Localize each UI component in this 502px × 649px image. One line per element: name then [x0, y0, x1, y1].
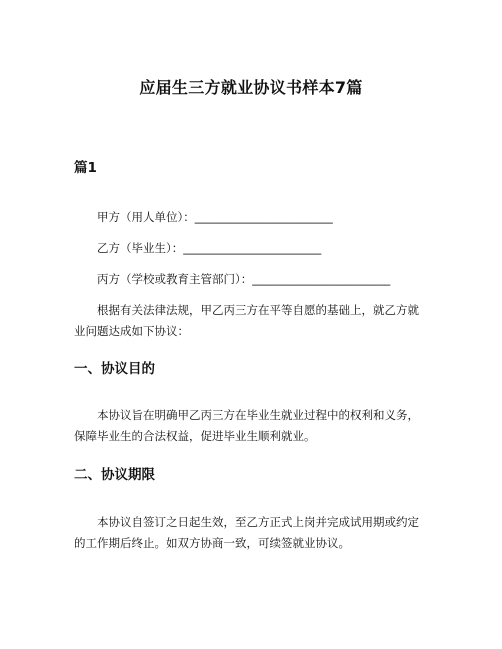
intro-paragraph — [74, 300, 432, 342]
party-c-line: 丙方（学校或教育主管部门）：________________________ — [97, 272, 391, 286]
purpose-line-2: 保障毕业生的合法权益，促进毕业生顺利就业。 — [74, 429, 316, 443]
purpose-paragraph — [74, 405, 432, 447]
term-line-1: 本协议自签订之日起生效，至乙方正式上岗并完成试用期或约定 — [97, 515, 419, 529]
party-b-line: 乙方（毕业生）：________________________ — [97, 241, 322, 255]
intro-line-2: 业问题达成如下协议： — [74, 324, 189, 338]
purpose-line-1: 本协议旨在明确甲乙丙三方在毕业生就业过程中的权利和义务， — [97, 408, 419, 422]
party-a-line: 甲方（用人单位）：________________________ — [97, 210, 333, 224]
heading-purpose: 一、协议目的 — [74, 361, 155, 377]
section-heading: 篇1 — [74, 160, 97, 176]
document-title: 应届生三方就业协议书样本7篇 — [139, 78, 363, 97]
term-line-2: 的工作期后终止。如双方协商一致，可续签就业协议。 — [74, 536, 350, 550]
heading-term: 二、协议期限 — [74, 467, 155, 483]
term-paragraph — [74, 512, 432, 554]
intro-line-1: 根据有关法律法规，甲乙丙三方在平等自愿的基础上，就乙方就 — [97, 303, 419, 317]
